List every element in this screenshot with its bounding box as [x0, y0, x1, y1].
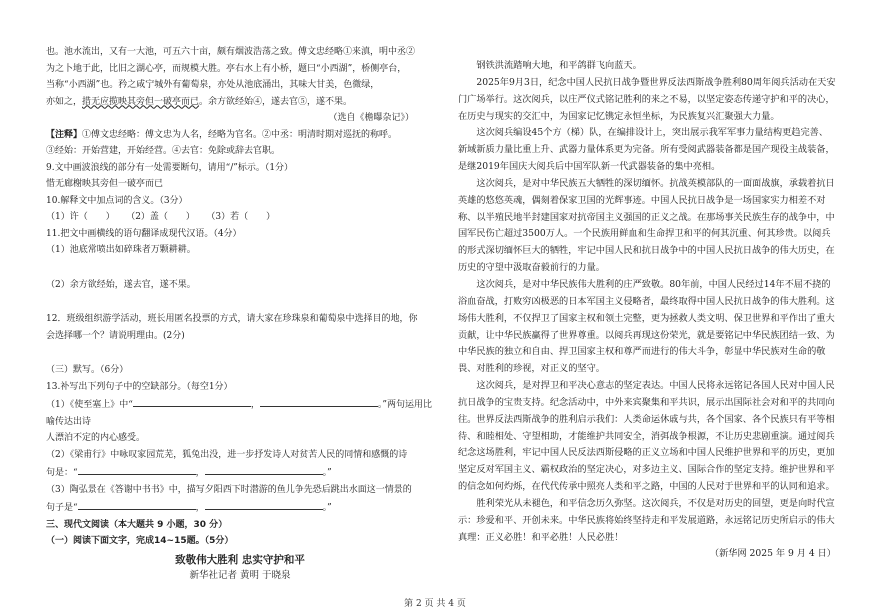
- article-paragraph-3: 这次阅兵，是对中华民族五大牺牲的深切缅怀。抗战英模部队的一面面战旗，承载着抗日英雄的悠悠英魂，偶刻着保家卫国的光辉事迹。中国人民抗日战争是一场国家实力相差不对称、以半殖民地半封建国家对抗帝国主义强国的正义之战。在那场事关民族生存的战争中，中国军民伤亡超过3500万人。一个民族用鲜血和生命捍卫和平的何其沉重、何其珍贵。以阅兵的形式深切缅怀巨大的牺牲，牢记中国人民和抗日战争中的中国人民抗日战争的伟大历史，在历史的守望中汲取奋毅前行的力量。: [458, 177, 835, 274]
- question-12-line-2: 会选择哪一个？请说明理由。(2分): [46, 330, 185, 341]
- section-modern-reading: 三、现代文阅读（本大题共 9 小题，30 分）: [46, 519, 228, 530]
- answer-blank[interactable]: [133, 395, 251, 407]
- question-13: 13.补写出下列句子中的空缺部分。（每空1分）: [46, 381, 233, 392]
- article-paragraph-1: 2025年9月3日，纪念中国人民抗日战争暨世界反法西斯战争胜利80周年阅兵活动在天安门广场举行。这次阅兵，以庄严仪式铭记胜利的来之不易，以坚定姿态传递守护和平的决心，在历史与现实的交汇中，为国家记忆镌定永恒坐标，为民族复兴汇聚强大力量。: [458, 76, 836, 122]
- passage-line-1: 也。池水流出，又有一大池，可五六十亩，颇有烟波浩荡之致。傅文忠经略①来滇，明中丞②: [46, 47, 416, 57]
- page-footer: 第 2 页 共 4 页: [404, 599, 466, 609]
- question-13-3-cont: 句子是“ ， 。”: [46, 498, 434, 517]
- article-date: （新华网 2025 年 9 月 4 日）: [709, 548, 836, 560]
- answer-blank[interactable]: [78, 498, 196, 510]
- question-10: 10.解释文中加点词的含义。（3分）: [46, 195, 188, 206]
- article-paragraph-2: 这次阅兵编设45个方（梯）队，在编排设计上，突出展示我军军事力量结构更趋完善、新域新质力量比重上升、武器力量体系更为完备。所有受阅武器装备都是国产现役主战装备，是继2019年国庆大阅兵后中国军队新一代武器装备的集中亮相。: [458, 127, 835, 173]
- article-paragraph-6: 胜利荣光从未褪色，和平信念历久弥坚。这次阅兵，不仅是对历史的回望，更是向时代宣示：珍爱和平、开创未来。中华民族将始终坚持走和平发展道路，永远铭记历史所启示的伟大真理：正义必胜！和平必胜！人民必胜！: [458, 497, 835, 543]
- question-12-line-1: 12．班级组织游学活动，班长用匿名投票的方式，请大家在珍珠泉和葡萄泉中选择目的地，你: [46, 314, 418, 324]
- question-9: 9.文中画波浪线的部分有一处需要断句，请用“/”标示。（1分）: [46, 162, 294, 173]
- notes-line-1: 【注释】①傅文忠经略：傅文忠为人名，经略为官名。②中丞：明清时期对巡抚的称呼。: [46, 129, 398, 140]
- question-11: 11.把文中画横线的语句翻译成现代汉语。（4分）: [46, 228, 242, 239]
- passage-line-4: 亦如之，措无应揽映其旁但一破亭而已。余方欲经始④，遂去官⑤，遂不果。: [46, 96, 353, 107]
- article-title: 致敬伟大胜利 忠实守护和平: [175, 553, 305, 566]
- question-13-3: （3）陶弘景在《答谢中书书》中，描写夕阳西下时潜游的鱼儿争先恐后跳出水面这一情景的: [46, 484, 412, 495]
- article-paragraph-0: 钢铁洪流踏响大地，和平鸽群飞向蓝天。: [476, 60, 642, 71]
- section-3-dictation: （三）默写。（6分）: [46, 365, 129, 375]
- subsection-one: （一）阅读下面文字，完成14~15题。（5分）: [46, 536, 234, 546]
- passage-source: （选自《檐曝杂记》）: [328, 113, 414, 123]
- left-column: [46, 44, 434, 585]
- article-paragraph-4: 这次阅兵，是对中华民族伟大胜利的庄严致敬。80年前，中国人民经过14年不屈不挠的浴血奋战，打败穷凶极恶的日本军国主义侵略者，最终取得中国人民抗日战争的伟大胜利。这场伟大胜利，不仅捍卫了国家主权和领土完整，更为拯救人类文明、保卫世界和平作出了重大贡献，让中华民族赢得了世界尊重。以阅兵再现这份荣光，就是要铭记中华民族团结一致、为中华民族的独立和自由、捍卫国家主权和尊严而进行的伟大斗争，彰显中华民族对生命的敬畏、对胜利的珍视，对正义的坚守。: [458, 278, 835, 375]
- passage-line-2: 为之卜地于此，比旧之湖心亭，而规模大胜。亭右水上有小桥，题曰“小西湖”，桥侧亭台，: [46, 63, 407, 74]
- question-10-items: （1）许（ ） （2）盖（ ） （3）若（ ）: [46, 212, 276, 222]
- question-13-2-cont: 句是：“ ， 。”: [46, 463, 434, 482]
- passage-line-3: 当称“小西湖”也。矜之咸宁城外有葡萄泉，亦处从池底涌出，其味大甘美，色微绿，: [46, 80, 380, 90]
- right-column: [458, 58, 836, 563]
- question-13-1: （1）《使至塞上》中“ ， 。”两句运用比喻传达出诗: [46, 395, 434, 430]
- question-9-text: 惜无廊榭映其旁但一破亭而已: [46, 179, 164, 189]
- question-13-2: （2）《梁甫行》中咏叹家园荒芜，狐兔出没，进一步抒发诗人对贫苦人民的同情和感慨的诗: [46, 449, 408, 460]
- notes-line-2: ③经始：开始营建，开始经营。④去官：免除或辞去官职。: [46, 146, 281, 156]
- answer-blank[interactable]: [260, 395, 378, 407]
- question-11-2: （2）余方欲经始，遂去官，遂不果。: [46, 279, 196, 290]
- answer-blank[interactable]: [205, 498, 323, 510]
- notes-label: 【注释】: [46, 129, 83, 140]
- wavy-underlined-phrase: 措无应揽映其旁但一破亭而已: [82, 96, 200, 107]
- question-13-1-cont: 人漂泊不定的内心感受。: [46, 433, 146, 443]
- answer-blank[interactable]: [205, 463, 323, 475]
- answer-blank[interactable]: [78, 463, 196, 475]
- article-byline: 新华社记者 黄明 于晓泉: [189, 570, 291, 581]
- question-11-1: （1）池底常喷出如碎珠者万颗耕耕。: [46, 245, 196, 255]
- article-paragraph-5: 这次阅兵，是对捍卫和平决心意志的坚定表达。中国人民将永远铭记各国人民对中国人民抗日战争的宝贵支持。纪念活动中，中外来宾聚集和平共识，展示出国际社会对和平的共同向往。世界反法西斯战争的胜利启示我们：人类命运休戚与共，各个国家、各个民族只有平等相待、和睦相处、守望相助，才能维护共同安全，消弭战争根源，不让历史悲剧重演。通过阅兵纪念这场胜利，牢记中国人民反法西斯侵略的正义立场和中国人民维护世界和平的历史，更加坚定反对军国主义、霸权政治的坚定决心，对多边主义、国际合作的坚定支持。维护世界和平的信念如何灼烁，在代代传承中照亮人类和平之路，中国的人民对于世界和平的认同和追求。: [458, 380, 835, 493]
